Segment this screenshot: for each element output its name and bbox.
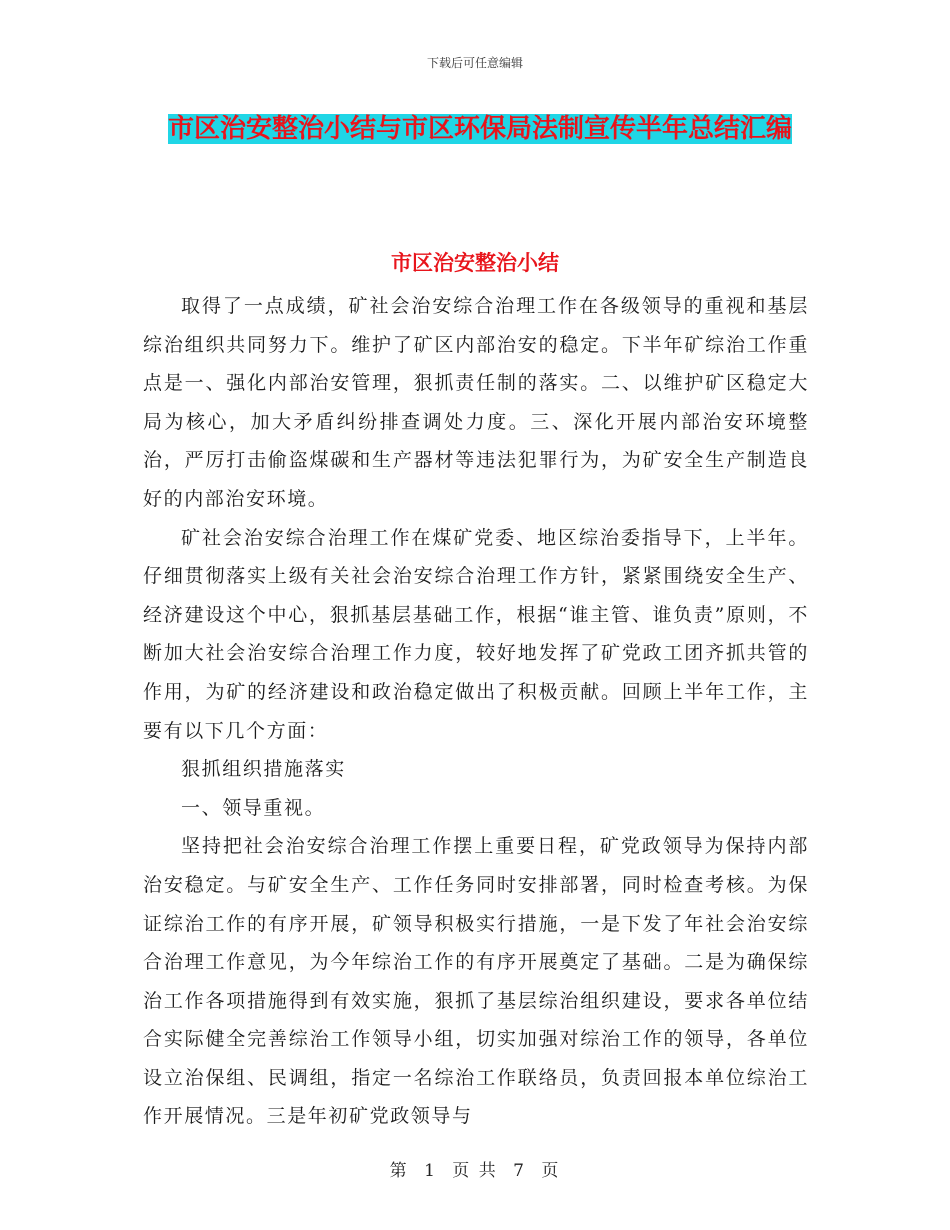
- footer-prefix: 第: [389, 1161, 409, 1181]
- footer-suffix: 页: [541, 1161, 561, 1181]
- document-title: [150, 106, 810, 152]
- document-title-text: 市区治安整治小结与市区环保局法制宣传半年总结汇编: [167, 114, 792, 144]
- paragraph: 坚持把社会治安综合治理工作摆上重要日程，矿党政领导为保持内部治安稳定。与矿安全生产、工作任务同时安排部署，同时检查考核。为保证综治工作的有序开展，矿领导积极实行措施，一是下发了年社会治安综合治理工作意见，为今年综治工作的有序开展奠定了基础。二是为确保综治工作各项措施得到有效实施，狠抓了基层综治组织建设，要求各单位结合实际健全完善综治工作领导小组，切实加强对综治工作的领导，各单位设立治保组、民调组，指定一名综治工作联络员，负责回报本单位综治工作开展情况。三是年初矿党政领导与: [143, 835, 809, 1128]
- footer-middle: 页 共: [452, 1161, 498, 1181]
- section-title: 市区治安整治小结: [391, 250, 559, 275]
- footer-page-number: 1: [424, 1161, 437, 1181]
- page-header-note: 下载后可任意编辑: [426, 56, 523, 70]
- subheading: 狠抓组织措施落实: [181, 758, 346, 781]
- subheading: 一、领导重视。: [181, 796, 326, 819]
- footer-total-pages: 7: [513, 1161, 526, 1181]
- paragraph: 取得了一点成绩，矿社会治安综合治理工作在各级领导的重视和基层综治组织共同努力下。维护了矿区内部治安的稳定。下半年矿综治工作重点是一、强化内部治安管理，狠抓责任制的落实。二、以维护矿区稳定大局为核心，加大矛盾纠纷排查调处力度。三、深化开展内部治安环境整治，严厉打击偷盗煤碳和生产器材等违法犯罪行为，为矿安全生产制造良好的内部治安环境。: [143, 295, 809, 510]
- paragraph: 矿社会治安综合治理工作在煤矿党委、地区综治委指导下，上半年。仔细贯彻落实上级有关社会治安综合治理工作方针，紧紧围绕安全生产、经济建设这个中心，狠抓基层基础工作，根据“谁主管、谁负责”原则，不断加大社会治安综合治理工作力度，较好地发挥了矿党政工团齐抓共管的作用，为矿的经济建设和政治稳定做出了积极贡献。回顾上半年工作，主要有以下几个方面：: [143, 526, 809, 742]
- document-body: [143, 287, 809, 1136]
- page-footer: [0, 1156, 950, 1181]
